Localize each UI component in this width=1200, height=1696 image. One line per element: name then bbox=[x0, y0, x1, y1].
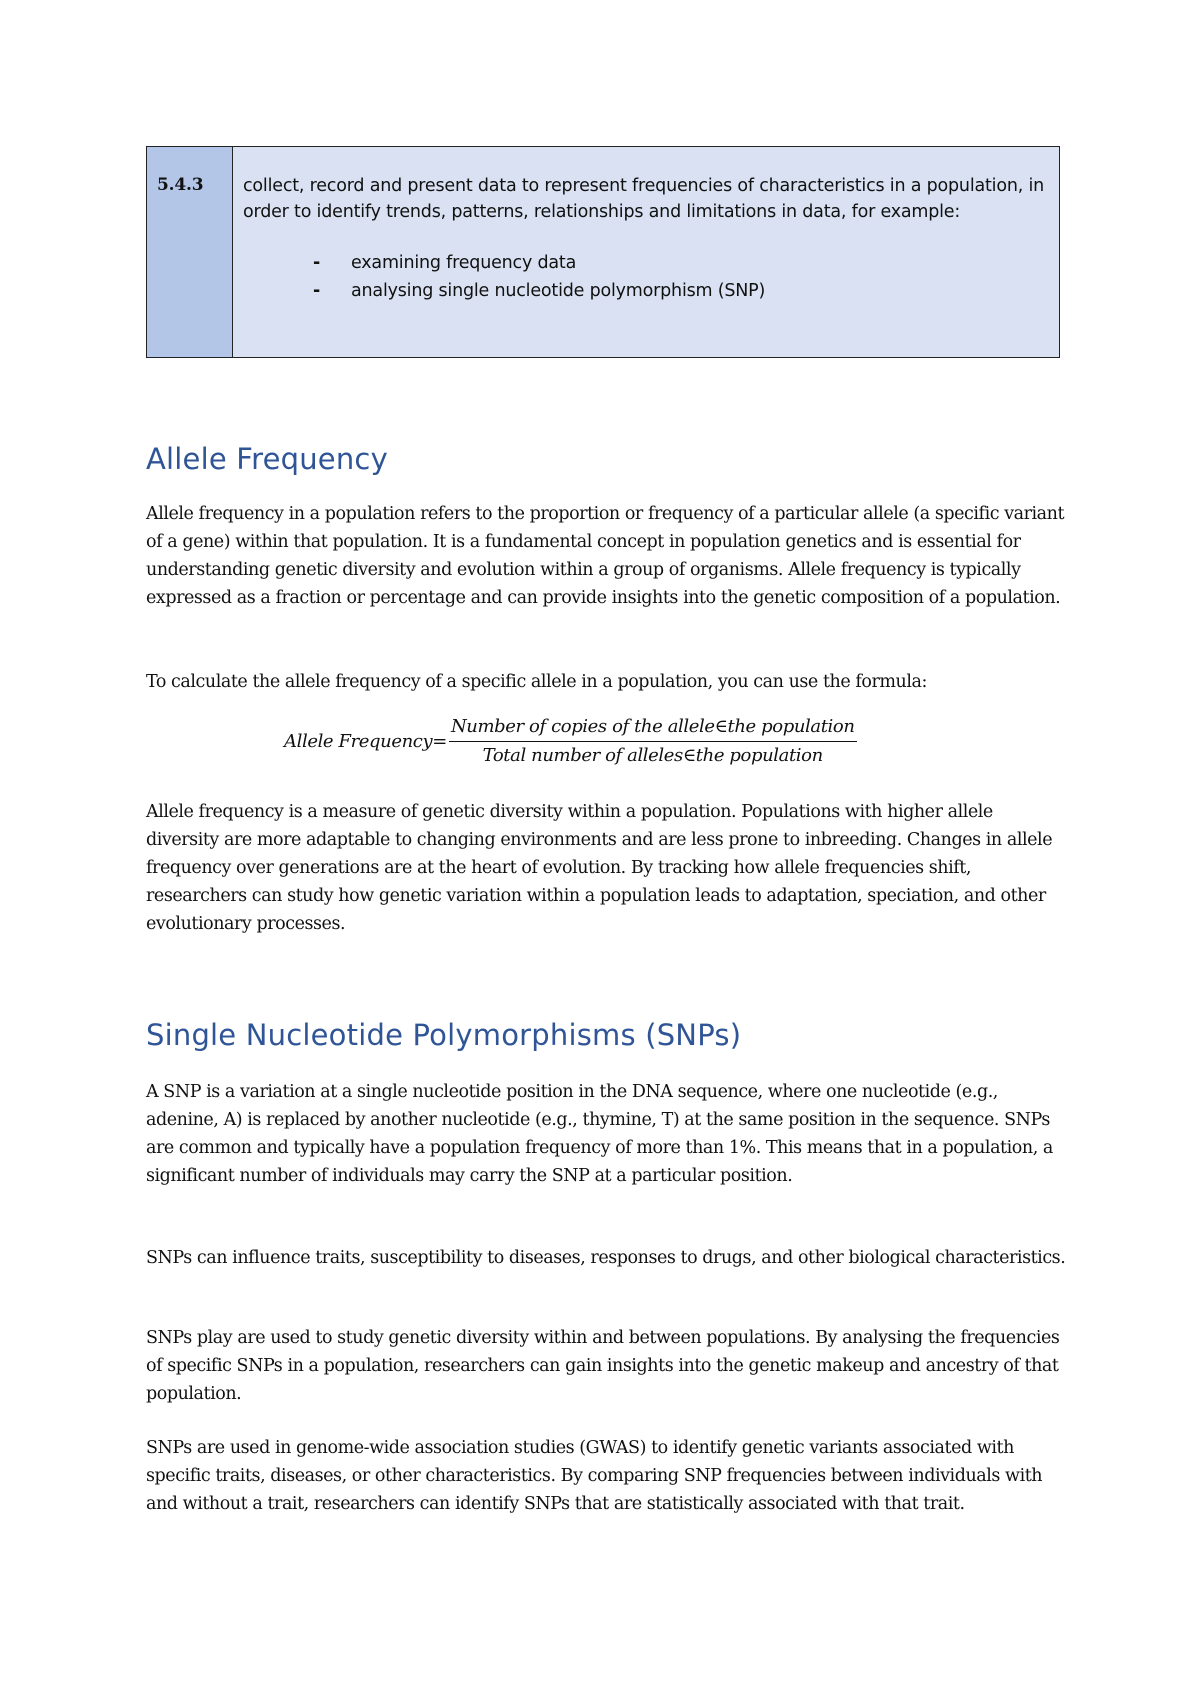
allele-paragraph-1: Allele frequency in a population refers to the proportion or frequency of a particular allele (a specific variant of a gene) within that population. It is a fundamental concept in population genetics and is essential for understanding genetic diversity and evolution within a group of organisms. Allele frequency is typically expressed as a fraction or percentage and can provide insights into the genetic composition of a population. bbox=[146, 504, 1065, 608]
formula-denominator: Total number of alleles∈the population bbox=[482, 745, 823, 766]
outcome-code-cell bbox=[147, 147, 233, 357]
snp-paragraph-1: A SNP is a variation at a single nucleotide position in the DNA sequence, where one nucleotide (e.g., adenine, A) is replaced by another nucleotide (e.g., thymine, T) at the same position in the sequence. SNPs are common and typically have a population frequency of more than 1%. This means that in a population, a significant number of individuals may carry the SNP at a particular position. bbox=[146, 1082, 1053, 1186]
dash-bullet-icon: - bbox=[313, 253, 321, 273]
allele-paragraph-3: Allele frequency is a measure of genetic diversity within a population. Populations with higher allele diversity are more adaptable to changing environments and are less prone to inbreeding. Changes in allele frequency over generations are at the heart of evolution. By tracking how allele frequencies shift, researchers can study how genetic variation within a population leads to adaptation, speciation, and other evolutionary processes. bbox=[146, 802, 1053, 934]
allele-paragraph-2: To calculate the allele frequency of a specific allele in a population, you can use the formula: bbox=[146, 672, 927, 692]
list-item bbox=[313, 249, 1047, 277]
list-item-text: analysing single nucleotide polymorphism (SNP) bbox=[351, 281, 766, 301]
curriculum-outcome-table bbox=[146, 146, 1060, 358]
outcome-examples-list bbox=[243, 249, 1047, 305]
list-item-text: examining frequency data bbox=[351, 253, 577, 273]
formula-fraction bbox=[449, 716, 857, 767]
dash-bullet-icon: - bbox=[313, 281, 321, 301]
snp-paragraph-2: SNPs can influence traits, susceptibility to diseases, responses to drugs, and other biological characteristics. bbox=[146, 1248, 1066, 1268]
heading-allele-frequency: Allele Frequency bbox=[146, 442, 388, 476]
outcome-code: 5.4.3 bbox=[157, 175, 204, 195]
outcome-description: collect, record and present data to represent frequencies of characteristics in a population, in order to identify trends, patterns, relationships and limitations in data, for example: bbox=[243, 176, 1045, 222]
snp-paragraph-4: SNPs are used in genome-wide association studies (GWAS) to identify genetic variants associated with specific traits, diseases, or other characteristics. By comparing SNP frequencies between individuals with and without a trait, researchers can identify SNPs that are statistically associated with that trait. bbox=[146, 1438, 1043, 1514]
snp-paragraph-3: SNPs play are used to study genetic diversity within and between populations. By analysing the frequencies of specific SNPs in a population, researchers can gain insights into the genetic makeup and ancestry of that population. bbox=[146, 1328, 1060, 1404]
document-page bbox=[146, 146, 1066, 1514]
heading-snp: Single Nucleotide Polymorphisms (SNPs) bbox=[146, 1018, 742, 1052]
outcome-text-cell bbox=[233, 147, 1059, 357]
list-item bbox=[313, 277, 1047, 305]
allele-frequency-formula bbox=[284, 716, 857, 767]
formula-lhs: Allele Frequency= bbox=[284, 731, 447, 752]
formula-numerator: Number of copies of the allele∈the population bbox=[449, 716, 857, 742]
